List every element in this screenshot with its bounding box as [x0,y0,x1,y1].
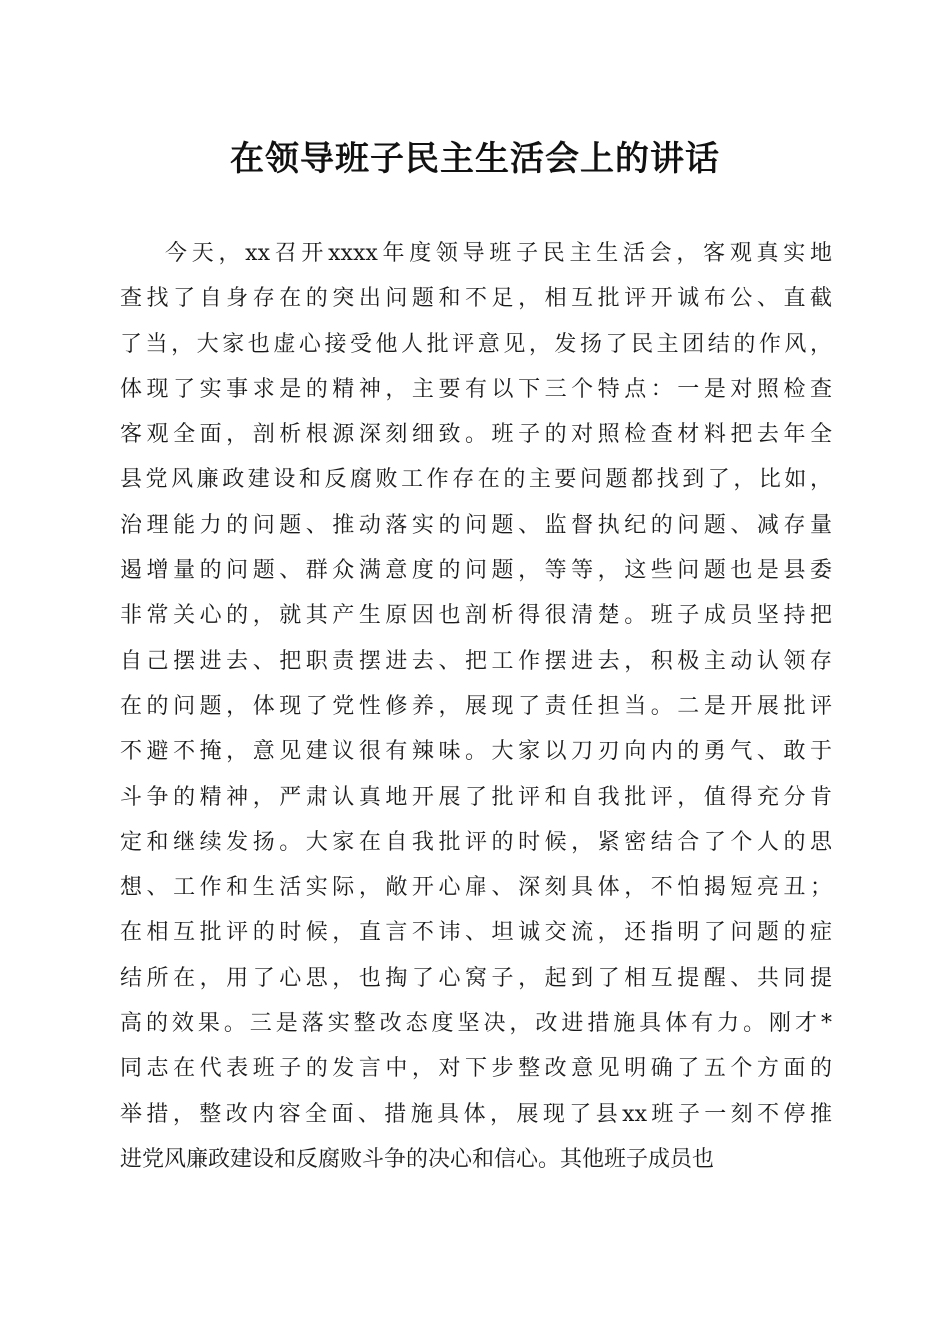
paragraph-line: 体现了实事求是的精神，主要有以下三个特点：一是对照检查 [120,376,832,402]
paragraph-line: 想、工作和生活实际，敞开心扉、深刻具体，不怕揭短亮丑； [120,875,832,901]
paragraph-line: 在的问题，体现了党性修养，展现了责任担当。二是开展批评 [120,693,832,719]
paragraph-line: 结所在，用了心思，也掏了心窝子，起到了相互提醒、共同提 [120,965,832,991]
document-title: 在领导班子民主生活会上的讲话 [230,139,720,179]
paragraph-line: 定和继续发扬。大家在自我批评的时候，紧密结合了个人的思 [120,829,832,855]
paragraph-line: 斗争的精神，严肃认真地开展了批评和自我批评，值得充分肯 [120,784,832,810]
document-body [120,231,832,1182]
paragraph-line: 非常关心的，就其产生原因也剖析得很清楚。班子成员坚持把 [120,603,832,629]
paragraph-line: 举措，整改内容全面、措施具体，展现了县xx班子一刻不停推 [120,1101,832,1127]
paragraph-line: 治理能力的问题、推动落实的问题、监督执纪的问题、减存量 [120,512,832,538]
paragraph-line: 高的效果。三是落实整改态度坚决，改进措施具体有力。刚才* [120,1011,832,1037]
paragraph-line: 在相互批评的时候，直言不讳、坦诚交流，还指明了问题的症 [120,920,832,946]
paragraph-line: 县党风廉政建设和反腐败工作存在的主要问题都找到了，比如， [120,467,832,493]
paragraph-line: 进党风廉政建设和反腐败斗争的决心和信心。其他班子成员也 [120,1146,715,1172]
paragraph-line: 不避不掩，意见建议很有辣味。大家以刀刃向内的勇气、敢于 [120,739,832,765]
paragraph-line: 客观全面，剖析根源深刻细致。班子的对照检查材料把去年全 [120,422,832,448]
paragraph-line: 遏增量的问题、群众满意度的问题，等等，这些问题也是县委 [120,558,832,584]
paragraph-line: 今天，xx召开xxxx年度领导班子民主生活会，客观真实地 [165,241,832,266]
paragraph-line: 自己摆进去、把职责摆进去、把工作摆进去，积极主动认领存 [120,648,832,674]
paragraph-line: 了当，大家也虚心接受他人批评意见，发扬了民主团结的作风， [120,331,832,357]
paragraph-line: 同志在代表班子的发言中，对下步整改意见明确了五个方面的 [120,1056,832,1082]
paragraph-line: 查找了自身存在的突出问题和不足，相互批评开诚布公、直截 [120,286,832,312]
